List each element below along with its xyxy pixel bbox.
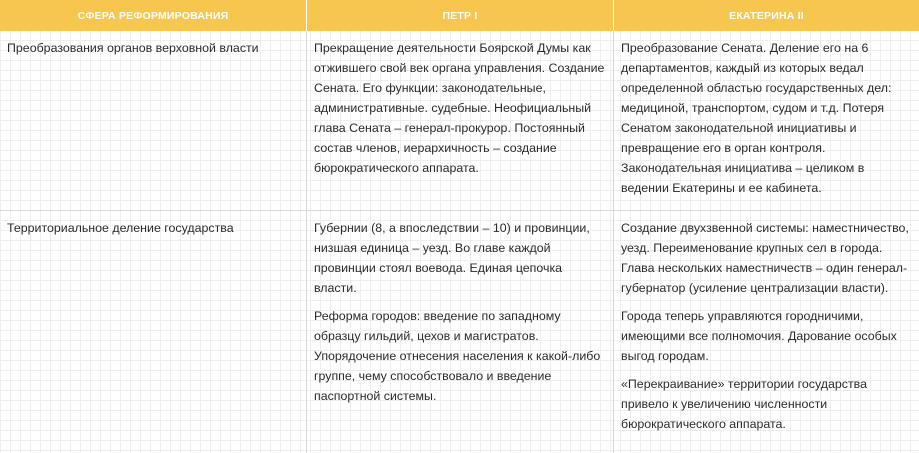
catherine-paragraph: Преобразование Сената. Деление его на 6 департаментов, каждый из которых ведал определенной областью государственных дел: медициной, транспортом, судом и т.д. Потеря Сенатом законодательной инициативы и превращение его в орган контроля. Законодательная инициатива – целиком в ведении Екатерины и ее кабинета. [621,41,892,195]
peter-paragraph: Реформа городов: введение по западному образцу гильдий, цехов и магистратов. Упорядочение отнесения населения к какой-либо группе, чему способствовало и введение паспортной системы. [314,309,601,403]
catherine-cell [614,211,919,453]
header-peter: ПЕТР I [307,0,614,31]
peter-cell [307,31,614,210]
table-row [0,31,919,211]
peter-paragraph: Прекращение деятельности Боярской Думы как отжившего свой век органа управления. Создание Сената. Его функции: законодательные, административные. судебные. Неофициальный глава Сената – генерал-прокурор. Постоянный состав членов, иерархичность – создание бюрократического аппарата. [314,41,605,175]
catherine-cell [614,31,919,210]
peter-paragraph: Губернии (8, а впоследствии – 10) и провинции, низшая единица – уезд. Во главе каждой провинции стоял воевода. Единая цепочка власти. [314,221,590,295]
catherine-paragraph: Города теперь управляются городничими, имеющими все полномочия. Дарование особых выгод городам. [621,309,897,363]
header-catherine: ЕКАТЕРИНА II [729,9,804,22]
table-row [0,211,919,453]
sphere-cell [0,31,307,210]
sphere-cell [0,211,307,453]
table-header [0,0,919,31]
sphere-text: Преобразования органов верховной власти [7,41,259,55]
sphere-text: Территориальное деление государства [7,221,234,235]
catherine-paragraph: Создание двухзвенной системы: наместничество, уезд. Переименование крупных сел в города. Глава нескольких наместничеств – один генерал-губернатор (усиление централизации власти). [621,221,909,295]
catherine-paragraph: «Перекраивание» территории государства привело к увеличению численности бюрократического аппарата. [621,377,867,431]
peter-cell [307,211,614,453]
header-sphere: СФЕРА РЕФОРМИРОВАНИЯ [0,0,307,31]
